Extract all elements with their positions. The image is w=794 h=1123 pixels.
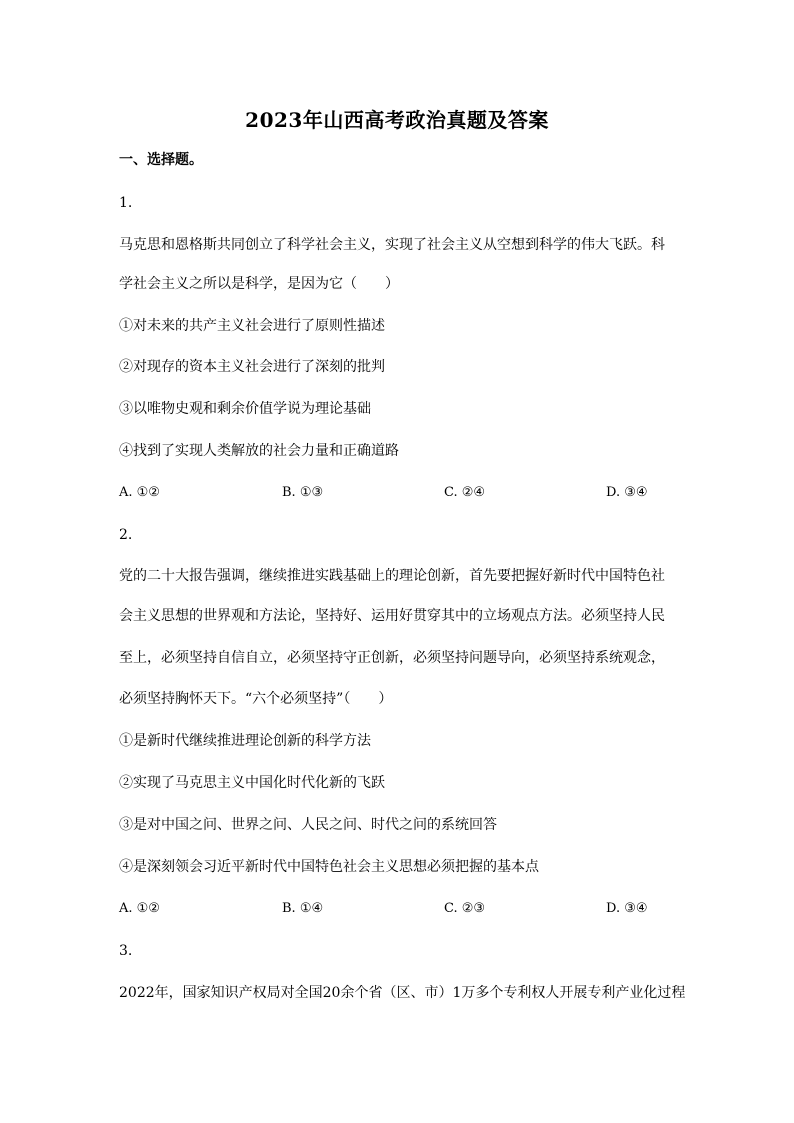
statement-item: ①对未来的共产主义社会进行了原则性描述: [119, 318, 385, 334]
question-stem-line: 马克思和恩格斯共同创立了科学社会主义，实现了社会主义从空想到科学的伟大飞跃。科: [119, 237, 665, 253]
question-stem-line: 党的二十大报告强调，继续推进实践基础上的理论创新，首先要把握好新时代中国特色社: [119, 568, 665, 584]
question-stem-line: 2022年，国家知识产权局对全国20余个省（区、市）1万多个专利权人开展专利产业化过程: [119, 985, 686, 1001]
answer-option-c: C. ②④: [444, 485, 486, 500]
answer-option-c: C. ②③: [444, 901, 486, 916]
statement-item: ②对现存的资本主义社会进行了深刻的批判: [119, 359, 385, 375]
section-heading: 一、选择题。: [119, 152, 203, 168]
answer-option-d: D. ③④: [606, 901, 648, 916]
question-stem-line: 至上，必须坚持自信自立，必须坚持守正创新，必须坚持问题导向，必须坚持系统观念，: [119, 650, 665, 666]
page-title: 2023年山西高考政治真题及答案: [245, 108, 549, 132]
statement-item: ④是深刻领会习近平新时代中国特色社会主义思想必须把握的基本点: [119, 859, 539, 875]
question-stem-line: 学社会主义之所以是科学，是因为它（ ）: [119, 276, 399, 292]
statement-item: ②实现了马克思主义中国化时代化新的飞跃: [119, 775, 385, 791]
answer-option-a: A. ①②: [119, 901, 160, 916]
answer-option-b: B. ①③: [282, 485, 324, 500]
question-stem-line: 会主义思想的世界观和方法论，坚持好、运用好贯穿其中的立场观点方法。必须坚持人民: [119, 608, 665, 624]
answer-option-b: B. ①④: [282, 901, 324, 916]
question-number: 3.: [119, 943, 133, 959]
statement-item: ④找到了实现人类解放的社会力量和正确道路: [119, 443, 399, 459]
answer-option-a: A. ①②: [119, 485, 160, 500]
question-stem-line: 必须坚持胸怀天下。“六个必须坚持”（ ）: [119, 691, 393, 707]
question-number: 2.: [119, 527, 133, 543]
statement-item: ③是对中国之问、世界之问、人民之问、时代之问的系统回答: [119, 817, 497, 833]
statement-item: ①是新时代继续推进理论创新的科学方法: [119, 733, 371, 749]
statement-item: ③以唯物史观和剩余价值学说为理论基础: [119, 401, 371, 417]
question-number: 1.: [119, 195, 133, 211]
answer-option-d: D. ③④: [606, 485, 648, 500]
